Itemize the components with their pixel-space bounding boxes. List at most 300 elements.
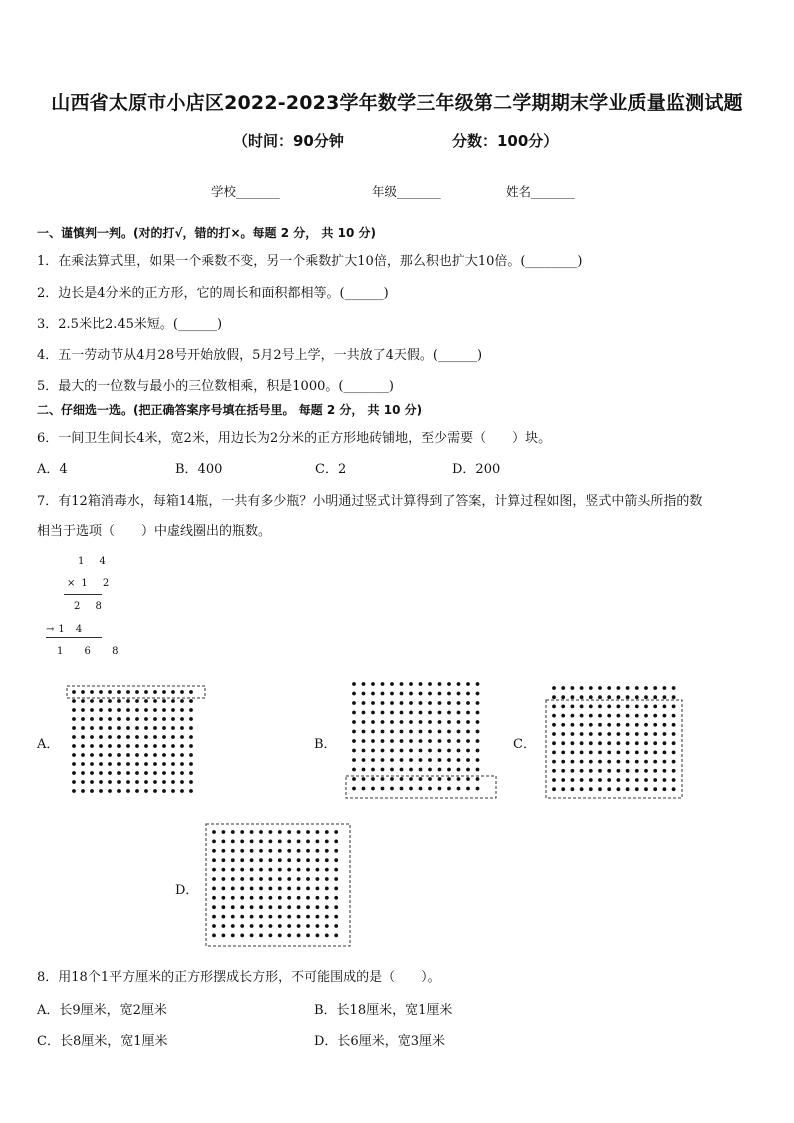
bottle-dot [334, 830, 338, 834]
bottle-dot [153, 717, 157, 721]
bottle-dot [171, 699, 175, 703]
bottle-dot [607, 686, 611, 690]
figure-d-dot-grid [200, 820, 356, 950]
bottle-dot [635, 741, 639, 745]
bottle-dot [607, 769, 611, 773]
bottle-dot [250, 896, 254, 900]
bottle-dot [447, 682, 451, 686]
bottle-dot [325, 934, 329, 938]
bottle-dot [589, 695, 593, 699]
bottle-dot [99, 762, 103, 766]
bottle-dot [598, 732, 602, 736]
bottle-dot [240, 896, 244, 900]
bottle-dot [250, 849, 254, 853]
bottle-dot [589, 751, 593, 755]
bottle-dot [663, 760, 667, 764]
bottle-dot [259, 830, 263, 834]
bottle-dot [231, 905, 235, 909]
bottle-dot [126, 780, 130, 784]
bottle-dot [334, 887, 338, 891]
bottle-dot [240, 934, 244, 938]
bottle-dot [126, 726, 130, 730]
bottle-dot [371, 730, 375, 734]
bottle-dot [135, 744, 139, 748]
bottle-dot [644, 778, 648, 782]
bottle-dot [189, 699, 193, 703]
bottle-dot [325, 840, 329, 844]
bottle-dot [589, 714, 593, 718]
bottle-dot [617, 732, 621, 736]
bottle-dot [371, 739, 375, 743]
bottle-dot [126, 771, 130, 775]
bottle-dot [189, 735, 193, 739]
bottle-dot [99, 771, 103, 775]
bottle-dot [580, 760, 584, 764]
bottle-dot [231, 840, 235, 844]
bottle-dot [162, 753, 166, 757]
bottle-dot [561, 714, 565, 718]
bottle-dot [428, 787, 432, 791]
bottle-dot [476, 739, 480, 743]
bottle-dot [672, 741, 676, 745]
bottle-dot [598, 741, 602, 745]
bottle-dot [653, 778, 657, 782]
bottle-dot [240, 924, 244, 928]
bottle-dot [297, 849, 301, 853]
bottle-dot [552, 751, 556, 755]
bottle-dot [400, 758, 404, 762]
question-8: 8．用18个1平方厘米的正方形摆成长方形，不可能围成的是（ ）。 [37, 970, 441, 985]
bottle-dot [571, 751, 575, 755]
bottle-dot [212, 877, 216, 881]
bottle-dot [381, 711, 385, 715]
bottle-dot [240, 849, 244, 853]
bottle-dot [409, 739, 413, 743]
question-3: 3．2.5米比2.45米短。(______) [37, 317, 223, 332]
bottle-dot [598, 705, 602, 709]
bottle-dot [352, 749, 356, 753]
bottle-dot [400, 730, 404, 734]
bottle-dot [117, 708, 121, 712]
exam-time: （时间：90分钟 [233, 132, 344, 150]
bottle-dot [362, 758, 366, 762]
bottle-dot [334, 905, 338, 909]
bottle-dot [447, 692, 451, 696]
bottle-dot [428, 711, 432, 715]
bottle-dot [231, 868, 235, 872]
bottle-dot [663, 751, 667, 755]
bottle-dot [287, 896, 291, 900]
bottle-dot [589, 787, 593, 791]
bottle-dot [561, 760, 565, 764]
bottle-dot [90, 771, 94, 775]
bottle-dot [325, 905, 329, 909]
bottle-dot [126, 699, 130, 703]
bottle-dot [180, 762, 184, 766]
bottle-dot [447, 739, 451, 743]
bottle-dot [325, 915, 329, 919]
bottle-dot [663, 723, 667, 727]
q6-option-b: B．400 [175, 462, 223, 477]
q6-option-a: A．4 [37, 462, 68, 477]
bottle-dot [561, 695, 565, 699]
bottle-dot [428, 682, 432, 686]
bottle-dot [297, 905, 301, 909]
bottle-dot [653, 732, 657, 736]
bottle-dot [428, 730, 432, 734]
bottle-dot [250, 905, 254, 909]
bottle-dot [108, 753, 112, 757]
bottle-dot [476, 787, 480, 791]
bottle-dot [222, 887, 226, 891]
bottle-dot [635, 778, 639, 782]
bottle-dot [126, 789, 130, 793]
bottle-dot [598, 723, 602, 727]
bottle-dot [72, 699, 76, 703]
bottle-dot [626, 751, 630, 755]
bottle-dot [561, 787, 565, 791]
school-field[interactable]: 学校_______ [211, 184, 280, 199]
bottle-dot [278, 887, 282, 891]
bottle-dot [222, 830, 226, 834]
bottle-dot [162, 744, 166, 748]
bottle-dot [171, 735, 175, 739]
bottle-dot [99, 789, 103, 793]
bottle-dot [352, 692, 356, 696]
bottle-dot [180, 690, 184, 694]
bottle-dot [171, 753, 175, 757]
bottle-dot [81, 780, 85, 784]
bottle-dot [316, 840, 320, 844]
bottle-dot [571, 714, 575, 718]
bottle-dot [287, 934, 291, 938]
bottle-dot [672, 778, 676, 782]
bottle-dot [381, 701, 385, 705]
bottle-dot [428, 777, 432, 781]
bottle-dot [126, 717, 130, 721]
bottle-dot [381, 768, 385, 772]
bottle-dot [259, 840, 263, 844]
bottle-dot [626, 769, 630, 773]
bottle-dot [419, 711, 423, 715]
bottle-dot [438, 739, 442, 743]
q8-option-a: A．长9厘米，宽2厘米 [37, 1003, 167, 1018]
bottle-dot [580, 695, 584, 699]
bottle-dot [362, 682, 366, 686]
bottle-dot [438, 682, 442, 686]
bottle-dot [81, 708, 85, 712]
bottle-dot [316, 830, 320, 834]
bottle-dot [352, 758, 356, 762]
bottle-dot [362, 720, 366, 724]
bottle-dot [466, 682, 470, 686]
q6-option-c: C．2 [315, 462, 347, 477]
bottle-dot [371, 701, 375, 705]
bottle-dot [117, 690, 121, 694]
bottle-dot [306, 849, 310, 853]
bottle-dot [457, 768, 461, 772]
bottle-dot [325, 830, 329, 834]
bottle-dot [598, 778, 602, 782]
bottle-dot [81, 789, 85, 793]
bottle-dot [457, 777, 461, 781]
bottle-dot [409, 720, 413, 724]
bottle-dot [72, 717, 76, 721]
bottle-dot [334, 868, 338, 872]
bottle-dot [672, 769, 676, 773]
bottle-dot [269, 905, 273, 909]
bottle-dot [135, 726, 139, 730]
bottle-dot [180, 699, 184, 703]
bottle-dot [212, 915, 216, 919]
bottle-dot [90, 708, 94, 712]
bottle-dot [580, 732, 584, 736]
bottle-dot [457, 701, 461, 705]
q8-option-c: C．长8厘米，宽1厘米 [37, 1034, 168, 1049]
bottle-dot [362, 768, 366, 772]
bottle-dot [362, 787, 366, 791]
bottle-dot [180, 753, 184, 757]
name-field[interactable]: 姓名_______ [506, 184, 575, 199]
bottle-dot [334, 934, 338, 938]
bottle-dot [162, 690, 166, 694]
bottle-dot [362, 739, 366, 743]
fig-label-d: D． [175, 883, 199, 898]
bottle-dot [81, 771, 85, 775]
question-7-line1: 7．有12箱消毒水，每箱14瓶，一共有多少瓶？小明通过竖式计算得到了答案，计算过程如图，竖式中箭头所指的数 [37, 494, 703, 509]
bottle-dot [653, 751, 657, 755]
bottle-dot [222, 924, 226, 928]
bottle-dot [231, 915, 235, 919]
bottle-dot [409, 777, 413, 781]
bottle-dot [306, 896, 310, 900]
bottle-dot [635, 695, 639, 699]
bottle-dot [153, 771, 157, 775]
bottle-dot [231, 858, 235, 862]
bottle-dot [108, 699, 112, 703]
bottle-dot [409, 787, 413, 791]
bottle-dot [607, 787, 611, 791]
bottle-dot [672, 787, 676, 791]
bottle-dot [589, 723, 593, 727]
bottle-dot [447, 777, 451, 781]
bottle-dot [635, 787, 639, 791]
bottle-dot [466, 720, 470, 724]
bottle-dot [476, 720, 480, 724]
bottle-dot [381, 730, 385, 734]
bottle-dot [409, 730, 413, 734]
calc-multiplicand: 1 4 [78, 556, 112, 567]
bottle-dot [306, 830, 310, 834]
bottle-dot [297, 915, 301, 919]
bottle-dot [371, 768, 375, 772]
bottle-dot [240, 877, 244, 881]
bottle-dot [269, 849, 273, 853]
bottle-dot [126, 744, 130, 748]
bottle-dot [552, 760, 556, 764]
bottle-dot [571, 686, 575, 690]
bottle-dot [278, 915, 282, 919]
bottle-dot [653, 787, 657, 791]
bottle-dot [476, 777, 480, 781]
bottle-dot [390, 749, 394, 753]
bottle-dot [90, 726, 94, 730]
bottle-dot [171, 708, 175, 712]
bottle-dot [90, 780, 94, 784]
bottle-dot [72, 780, 76, 784]
bottle-dot [212, 849, 216, 853]
bottle-dot [297, 887, 301, 891]
bottle-dot [81, 735, 85, 739]
bottle-dot [259, 887, 263, 891]
bottle-dot [381, 692, 385, 696]
bottle-dot [153, 753, 157, 757]
bottle-dot [447, 749, 451, 753]
bottle-dot [390, 739, 394, 743]
bottle-dot [438, 768, 442, 772]
bottle-dot [287, 877, 291, 881]
grade-field[interactable]: 年级_______ [372, 184, 441, 199]
bottle-dot [571, 760, 575, 764]
bottle-dot [476, 768, 480, 772]
bottle-dot [447, 730, 451, 734]
bottle-dot [144, 717, 148, 721]
bottle-dot [269, 830, 273, 834]
bottle-dot [663, 714, 667, 718]
bottle-dot [476, 701, 480, 705]
bottle-dot [607, 714, 611, 718]
fig-label-b: B． [314, 737, 337, 752]
bottle-dot [72, 726, 76, 730]
bottle-dot [162, 726, 166, 730]
bottle-dot [72, 708, 76, 712]
bottle-dot [117, 780, 121, 784]
bottle-dot [222, 896, 226, 900]
bottle-dot [589, 769, 593, 773]
q6-option-d: D．200 [452, 462, 501, 477]
bottle-dot [171, 690, 175, 694]
bottle-dot [162, 762, 166, 766]
bottle-dot [99, 690, 103, 694]
bottle-dot [626, 787, 630, 791]
bottle-dot [250, 868, 254, 872]
bottle-dot [571, 732, 575, 736]
bottle-dot [428, 701, 432, 705]
bottle-dot [99, 753, 103, 757]
bottle-dot [144, 771, 148, 775]
bottle-dot [598, 714, 602, 718]
bottle-dot [117, 771, 121, 775]
bottle-dot [153, 780, 157, 784]
bottle-dot [466, 692, 470, 696]
bottle-dot [552, 787, 556, 791]
bottle-dot [644, 695, 648, 699]
bottle-dot [316, 905, 320, 909]
bottle-dot [325, 849, 329, 853]
bottle-dot [466, 787, 470, 791]
bottle-dot [171, 744, 175, 748]
bottle-dot [153, 690, 157, 694]
bottle-dot [580, 686, 584, 690]
bottle-dot [180, 726, 184, 730]
bottle-dot [419, 758, 423, 762]
bottle-dot [189, 744, 193, 748]
bottle-dot [457, 720, 461, 724]
bottle-dot [409, 682, 413, 686]
bottle-dot [99, 699, 103, 703]
bottle-dot [162, 699, 166, 703]
fig-label-c: C． [513, 737, 536, 752]
bottle-dot [240, 858, 244, 862]
bottle-dot [325, 887, 329, 891]
bottle-dot [466, 777, 470, 781]
bottle-dot [552, 741, 556, 745]
bottle-dot [428, 768, 432, 772]
bottle-dot [352, 777, 356, 781]
bottle-dot [663, 778, 667, 782]
bottle-dot [306, 887, 310, 891]
bottle-dot [278, 830, 282, 834]
bottle-dot [626, 695, 630, 699]
bottle-dot [117, 789, 121, 793]
bottle-dot [635, 760, 639, 764]
bottle-dot [144, 780, 148, 784]
bottle-dot [580, 778, 584, 782]
bottle-dot [212, 840, 216, 844]
bottle-dot [476, 758, 480, 762]
bottle-dot [438, 711, 442, 715]
bottle-dot [72, 744, 76, 748]
bottle-dot [371, 692, 375, 696]
bottle-dot [390, 787, 394, 791]
bottle-dot [72, 735, 76, 739]
bottle-dot [259, 877, 263, 881]
calc-line-2 [46, 637, 102, 638]
bottle-dot [653, 714, 657, 718]
bottle-dot [447, 787, 451, 791]
bottle-dot [297, 830, 301, 834]
bottle-dot [672, 714, 676, 718]
bottle-dot [617, 741, 621, 745]
bottle-dot [466, 768, 470, 772]
bottle-dot [617, 686, 621, 690]
bottle-dot [334, 915, 338, 919]
bottle-dot [259, 868, 263, 872]
bottle-dot [180, 744, 184, 748]
bottle-dot [259, 896, 263, 900]
bottle-dot [352, 768, 356, 772]
bottle-dot [419, 777, 423, 781]
bottle-dot [457, 739, 461, 743]
calc-partial-2-arrow: →1 4 [46, 624, 87, 635]
bottle-dot [99, 744, 103, 748]
bottle-dot [607, 732, 611, 736]
bottle-dot [352, 720, 356, 724]
bottle-dot [269, 868, 273, 872]
bottle-dot [162, 789, 166, 793]
bottle-dot [419, 701, 423, 705]
bottle-dot [108, 744, 112, 748]
bottle-dot [580, 705, 584, 709]
bottle-dot [297, 924, 301, 928]
bottle-dot [653, 741, 657, 745]
bottle-dot [117, 753, 121, 757]
bottle-dot [287, 858, 291, 862]
bottle-dot [617, 751, 621, 755]
bottle-dot [419, 682, 423, 686]
bottle-dot [589, 705, 593, 709]
question-5: 5．最大的一位数与最小的三位数相乘，积是1000。(_______) [37, 379, 394, 394]
